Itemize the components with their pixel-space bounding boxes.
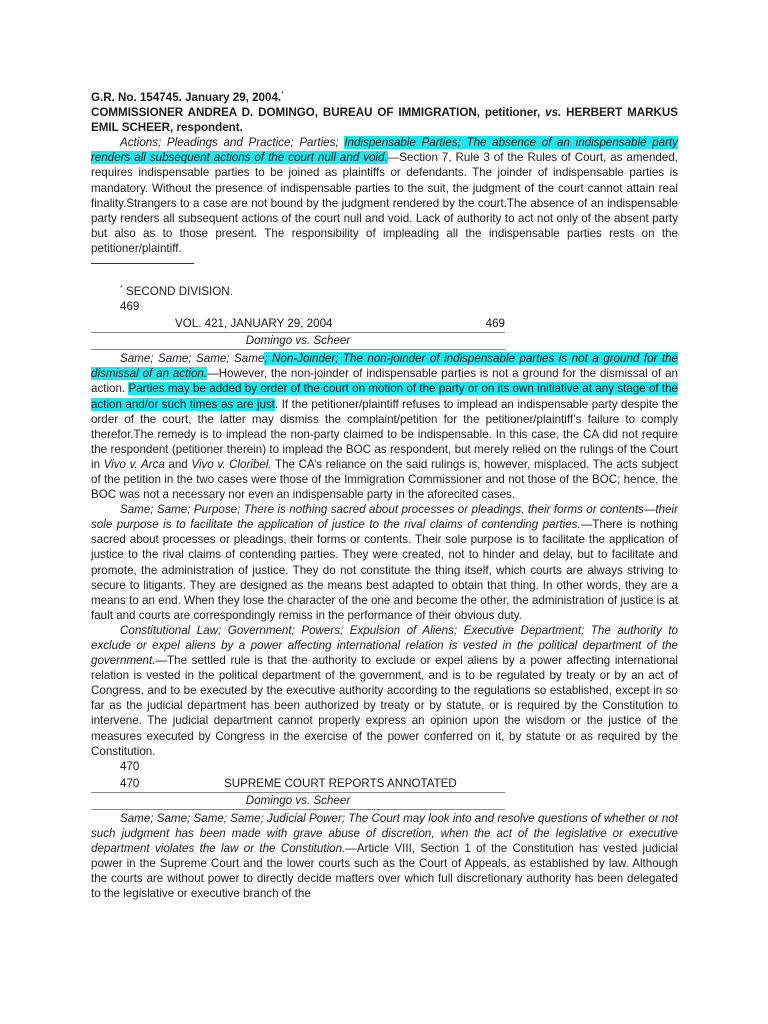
running-header-469 <box>91 316 505 333</box>
syllabus-5 <box>91 811 678 902</box>
case-subtitle-469: Domingo vs. Scheer <box>91 333 505 350</box>
syllabus-1 <box>91 135 678 256</box>
footnote <box>120 284 678 299</box>
petitioner-label: petitioner, <box>479 106 546 120</box>
respondent-label: respondent. <box>173 121 243 135</box>
syllabus-5-lead: Same; Same; Same; Same; Judicial Power; The Court may look into and resolve questions of whether or not such judgment has been made with grave abuse of discretion, when the act of the legislative or executive department violates the law or the Constitution. <box>91 811 678 856</box>
syllabus-3 <box>91 502 678 623</box>
document-page <box>91 90 678 901</box>
running-header-volume: VOL. 421, JANUARY 29, 2004 <box>175 317 333 331</box>
footnote-text: SECOND DIVISION. <box>122 285 233 299</box>
syllabus-1-highlight: Indispensable Parties; The absence of an indispensable party renders all subsequent actions of the court null and void. <box>91 136 678 165</box>
running-header-title: SUPREME COURT REPORTS ANNOTATED <box>224 776 457 790</box>
syllabus-2-text-2: . If the petitioner/plaintiff refuses to implead an indispensable party despite the order of the court, the latter may dismiss the complaint/petition for the petitioner/plaintiff’s failure to comply therefor.The remedy is to implead the non-party claimed to be indispensable. In this case, the CA did not require the respondent (petitioner therein) to implead the BOC as respondent, but merely relied on the rulings of the Court in <box>91 397 678 471</box>
footnote-divider <box>91 263 194 264</box>
case-citation-vivo-cloribel: Vivo v. Cloribel. <box>191 457 272 471</box>
syllabus-5-text: —Article VIII, Section 1 of the Constitution has vested judicial power in the Supreme Court and the lower courts such as the Court of Appeals, as established by law. Although the courts are without power to directly decide matters over which full discretionary authority has been delegated to the legislative or executive branch of the <box>91 842 678 901</box>
syllabus-4-text: —The settled rule is that the authority to exclude or expel aliens by a power affecting international relation is vested in the political department of the government, and is to be regulated by treaty or by an act of Congress, and to be executed by the executive authority according to the regulations so established, except in so far as the judicial department has been authorized by treaty or by statute, or is required by the Constitution to intervene. The judicial department cannot properly express an opinion upon the wisdom or the justice of the measures executed by Congress in the exercise of the power conferred on it, by statute or as required by the Constitution. <box>91 654 678 758</box>
case-header <box>91 90 678 135</box>
syllabus-2-lead: Same; Same; Same; Same <box>120 352 265 366</box>
syllabus-1-text: Section 7, Rule 3 of the Rules of Court, as amended, requires indispensable parties to be joined as plaintiffs or defendants. The joinder of indispensable parties is mandatory. Without the presence of indispensable parties to the suit, the judgment of the court cannot attain real finality.Strangers to a case are not bound by the judgment rendered by the court.The absence of an indispensable party renders all subsequent actions of the court null and void. Lack of authority to act not only of the absent party but also as to those present. The responsibility of impleading all the indispensable parties rests on the petitioner/plaintiff. <box>91 151 678 255</box>
running-header-page-470: 470 <box>120 776 140 790</box>
syllabus-2-highlight-title: ; Non-Joinder; The non-joinder of indispensable parties is not a ground for the dismissal of an action. <box>91 352 678 381</box>
syllabus-2-text-1: —However, the non-joinder of indispensable parties is not a ground for the dismissal of an action. <box>91 367 678 396</box>
syllabus-2-and: and <box>164 457 192 471</box>
page-number-469: 469 <box>120 300 140 314</box>
footnote-mark: * <box>120 285 123 293</box>
page-number-470: 470 <box>120 759 140 773</box>
syllabus-2 <box>91 351 678 502</box>
syllabus-2-highlight-text: Parties may be added by order of the court on motion of the party or on its own initiative at any stage of the action and/or such times as are just <box>91 382 678 411</box>
gr-number: G.R. No. 154745. January 29, 2004. <box>91 91 282 104</box>
running-header-page: 469 <box>485 317 505 331</box>
petitioner-name: COMMISSIONER ANDREA D. DOMINGO, BUREAU OF IMMIGRATION, <box>91 106 480 120</box>
running-header-470 <box>91 776 505 793</box>
case-subtitle-470: Domingo vs. Scheer <box>91 793 505 810</box>
syllabus-3-text: —There is nothing sacred about processes or pleadings, their forms or contents. Their sole purpose is to facilitate the application of justice to the rival claims of contending parties. They were created, not to hinder and delay, but to facilitate and promote, the administration of justice. They do not constitute the thing itself, which courts are always striving to secure to litigants. They are designed as the means best adapted to obtain that thing. In other words, they are a means to an end. When they lose the character of the one and become the other, the administration of justice is at fault and courts are correspondingly remiss in the performance of their obvious duty. <box>91 518 679 622</box>
syllabus-3-lead: Same; Same; Purpose; There is nothing sacred about processes or pleadings, their forms or contents—their sole purpose is to facilitate the application of justice to the rival claims of contending parties. <box>91 503 678 532</box>
syllabus-4-lead: Constitutional Law; Government; Powers; Expulsion of Aliens; Executive Department; The authority to exclude or expel aliens by a power affecting international relation is vested in the political department of the government. <box>91 623 678 668</box>
respondent-name: HERBERT MARKUS EMIL SCHEER, <box>91 106 678 135</box>
syllabus-1-dash: — <box>387 151 400 165</box>
syllabus-1-lead: Actions; Pleadings and Practice; Parties; <box>120 136 345 150</box>
syllabus-2-text-3: The CA’s reliance on the said rulings is, however, misplaced. The acts subject of the petition in the two cases were those of the Immigration Commissioner and not those of the BOC; hence, the BOC was not a necessary nor even an indispensable party in the aforecited cases. <box>91 457 678 502</box>
footnote-marker: * <box>281 91 284 98</box>
syllabus-4 <box>91 623 678 759</box>
versus-label: vs. <box>545 106 562 120</box>
case-citation-vivo-arca: Vivo v. Arca <box>103 457 165 471</box>
